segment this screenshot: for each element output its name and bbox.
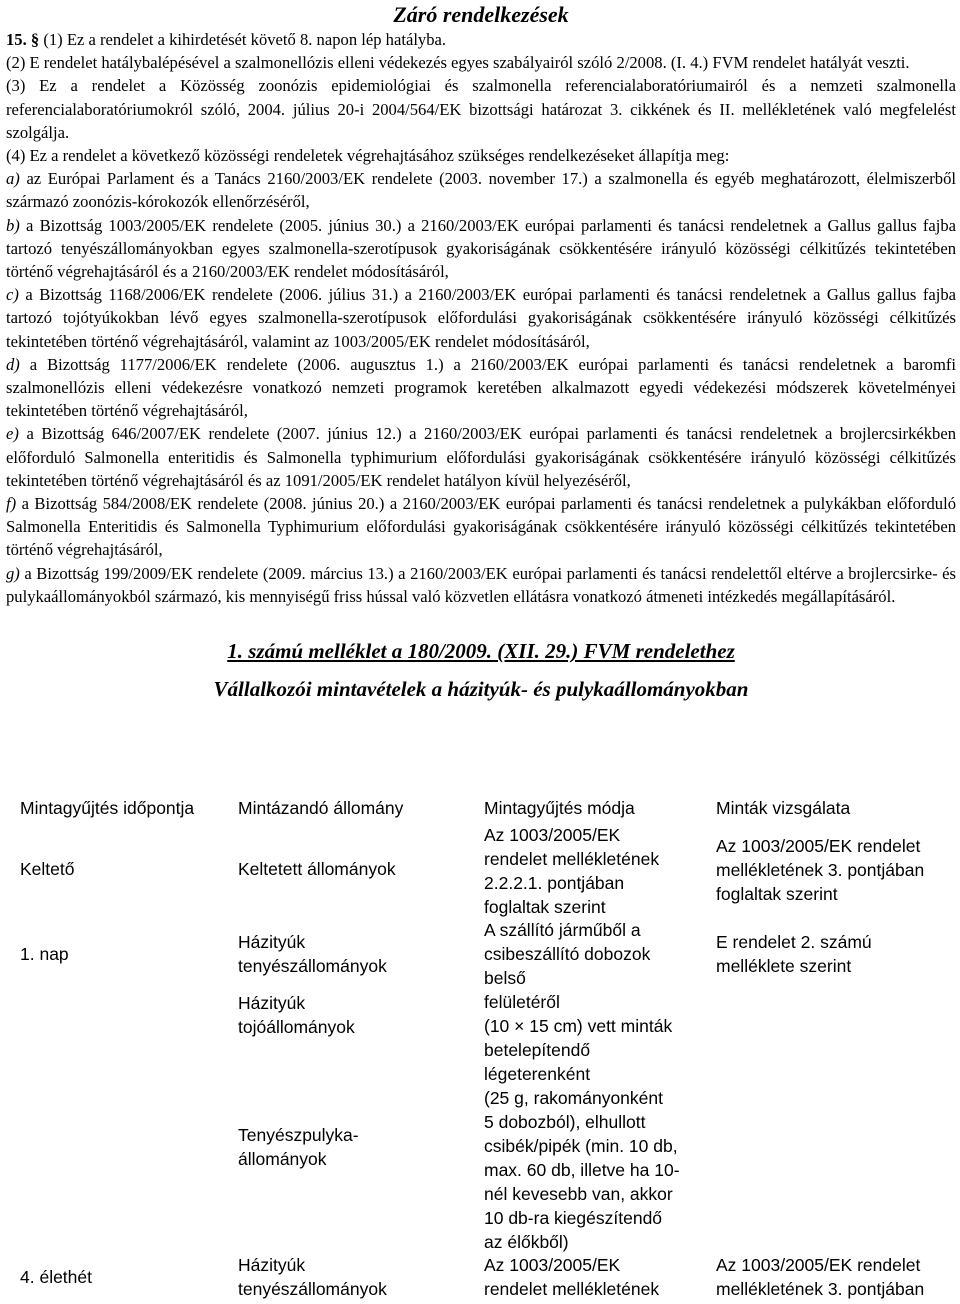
table-cell: Keltetett állományok <box>238 859 396 879</box>
table-cell: E rendelet 2. számú melléklete szerint <box>716 932 872 976</box>
list-item-g: g) a Bizottság 199/2009/EK rendelete (2009. március 13.) a 2160/2003/EK európai parlamenti és tanácsi rendelettől eltérve a brojlercsirke- és pulykaállományokból származó, kis mennyiségű friss hússal való közvetlen ellátásra vonatkozó átmeneti intézkedés megállapításáról. <box>6 563 956 606</box>
table-cell: Az 1003/2005/EK rendelet mellékletének 2.2.2.1. pontjában foglaltak szerint <box>484 825 660 917</box>
list-marker: c) <box>6 285 19 305</box>
annex-title: 1. számú melléklet a 180/2009. (XII. 29.) FVM rendelethez <box>227 639 735 664</box>
table-cell: Házityúk tenyészállományok <box>238 932 387 976</box>
list-item-a: a) az Európai Parlament és a Tanács 2160/2003/EK rendelete (2003. november 17.) a szalmonella és egyéb meghatározott, élelmiszerből származó zoonózis-kórokozók ellenőrzéséről, <box>6 169 956 212</box>
list-marker: f) <box>6 494 17 514</box>
table-cell: Az 1003/2005/EK rendelet mellékletének 3. pontjában foglaltak szerint <box>716 836 925 904</box>
list-marker: d) <box>6 354 20 374</box>
paragraph-3: (3) Ez a rendelet a Közösség zoonózis epidemiológiai és szalmonella referencialaboratóriumairól és a nemzeti szalmonella referencialaboratóriumokról szóló, 2004. július 20-i 2004/564/EK bizottsági határozat 3. cikkének és II. mellékletének való megfelelést szolgálja. <box>6 76 956 142</box>
list-item-e: e) a Bizottság 646/2007/EK rendelete (2007. június 12.) a 2160/2003/EK európai parlamenti és tanácsi rendeletnek a brojlercsirkékben előforduló Salmonella enteritidis és Salmonella typhimurium előfordulási gyakoriságának csökkentésére irányuló közösségi célkitűzés tekintetében történő végrehajtásáról és az 1091/2005/EK rendelet hatályon kívül helyezéséről, <box>6 424 956 490</box>
section-title: Záró rendelkezések <box>393 2 569 27</box>
list-item-d: d) a Bizottság 1177/2006/EK rendelete (2006. augusztus 1.) a 2160/2003/EK európai parlamenti és tanácsi rendeletnek a baromfi szalmonellózis elleni védekezésre vonatkozó nemzeti programok keretében alkalmazott egyedi védekezési módszerek követelményei tekintetében történő végrehajtásáról, <box>6 354 956 421</box>
table-header: Mintagyűjtés módja <box>484 798 635 818</box>
table-cell: Keltető <box>20 859 75 879</box>
table-cell: Az 1003/2005/EK rendelet mellékletének <box>484 1255 660 1299</box>
table-header: Minták vizsgálata <box>716 798 851 818</box>
list-marker: e) <box>6 424 19 444</box>
table-cell: Az 1003/2005/EK rendelet mellékletének 3. pontjában <box>716 1255 925 1299</box>
list-marker: b) <box>6 215 20 235</box>
table-header: Mintagyűjtés időpontja <box>20 798 195 818</box>
table-cell: 4. élethét <box>20 1267 92 1287</box>
paragraph-4: (4) Ez a rendelet a következő közösségi rendeletek végrehajtásához szükséges rendelkezéseket állapítja meg: <box>6 146 730 166</box>
table-cell: 1. nap <box>20 944 69 964</box>
list-marker: g) <box>6 563 20 583</box>
annex-subtitle: Vállalkozói mintavételek a házityúk- és pulykaállományokban <box>213 677 749 702</box>
list-item-f: f) a Bizottság 584/2008/EK rendelete (2008. június 20.) a 2160/2003/EK európai parlamenti és tanácsi rendeletnek a pulykákban előforduló Salmonella Enteritidis és Salmonella Typhimurium előfordulási gyakoriságának csökkentésére irányuló közösségi célkitűzés tekintetében történő végrehajtásáról, <box>6 494 956 560</box>
table-cell: A szállító járműből a csibeszállító dobozok belső felületéről (10 × 15 cm) vett minták betelepítendő légeterenként (25 g, rakományonként 5 dobozból), elhullott csibék/pipék (min. 10 db, max. 60 db, illetve ha 10- nél kevesebb van, akkor 10 db-ra kiegészítendő az élőkből) <box>484 920 680 1252</box>
document <box>6 0 956 704</box>
list-item-c: c) a Bizottság 1168/2006/EK rendelete (2006. július 31.) a 2160/2003/EK európai parlamenti és tanácsi rendeletnek a Gallus gallus fajba tartozó tojótyúkokban lévő egyes szalmonella-szerotípusok előfordulási gyakoriságának csökkentésére irányuló közösségi célkitűzés tekintetében történő végrehajtásáról, valamint az 1003/2005/EK rendelet módosításáról, <box>6 285 956 351</box>
paragraph-1: 15. § (1) Ez a rendelet a kihirdetését követő 8. napon lép hatályba. <box>6 30 447 49</box>
table-header: Mintázandó állomány <box>238 798 404 818</box>
table-cell: Házityúk tojóállományok <box>238 993 355 1037</box>
list-item-b: b) a Bizottság 1003/2005/EK rendelete (2005. június 30.) a 2160/2003/EK európai parlamenti és tanácsi rendeletnek a Gallus gallus fajba tartozó tenyészállományokban egyes szalmonella-szerotípusok gyakoriságának csökkentésére irányuló közösségi célkitűzés tekintetében történő végrehajtásáról és a 2160/2003/EK rendelet módosításáról, <box>6 215 956 282</box>
section-number: 15. § <box>6 30 40 49</box>
table-cell: Házityúk tenyészállományok <box>238 1255 387 1299</box>
paragraph-2: (2) E rendelet hatálybalépésével a szalmonellózis elleni védekezés egyes szabályairól szóló 2/2008. (I. 4.) FVM rendelet hatályát veszti. <box>6 53 910 73</box>
list-marker: a) <box>6 169 20 189</box>
table-cell: Tenyészpulyka- állományok <box>238 1125 359 1169</box>
